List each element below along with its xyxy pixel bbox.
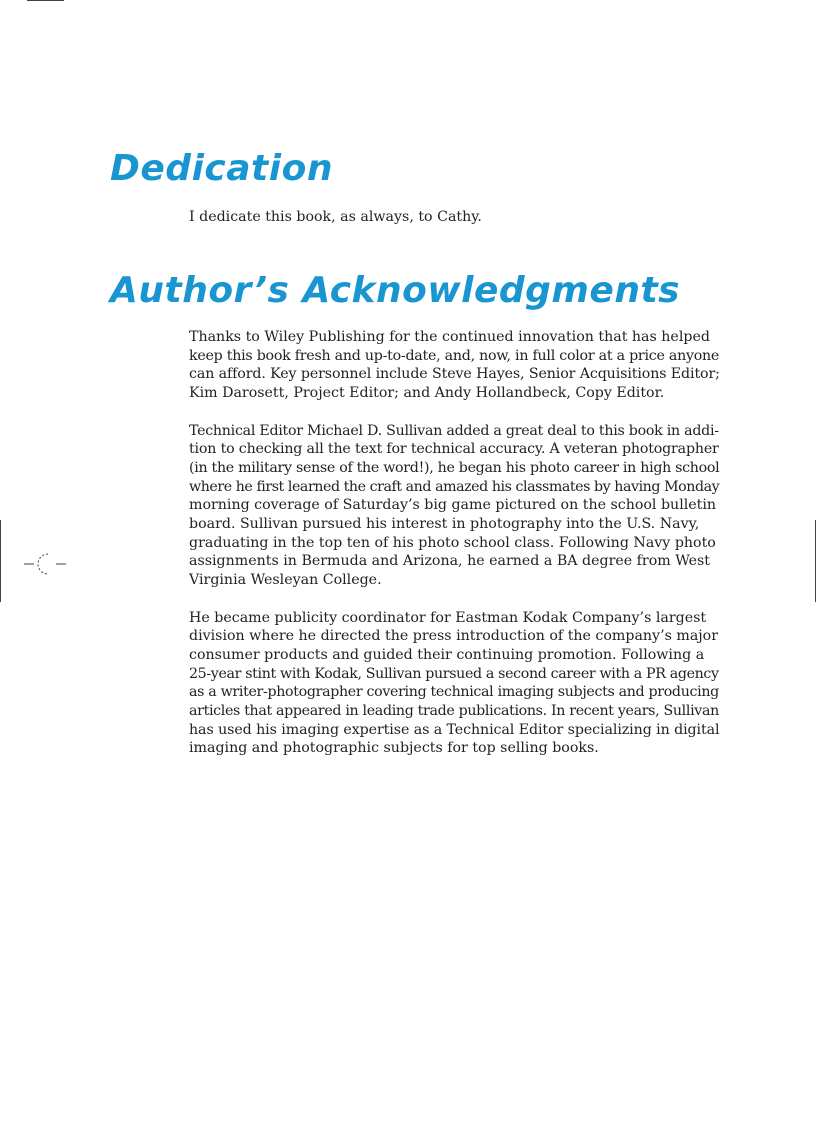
crop-mark-left — [0, 520, 1, 602]
text-line: (in the military sense of the word!), he began his photo career in high school — [189, 459, 720, 476]
text-line: Kim Darosett, Project Editor; and Andy Hollandbeck, Copy Editor. — [189, 385, 665, 402]
crop-mark-top — [27, 0, 64, 1]
text-line: He became publicity coordinator for Eastman Kodak Company’s largest — [189, 609, 707, 626]
text-line: board. Sullivan pursued his interest in photography into the U.S. Navy, — [189, 516, 700, 533]
text-line: division where he directed the press introduction of the company’s major — [189, 628, 719, 645]
text-line: 25-year stint with Kodak, Sullivan pursued a second career with a PR agency — [189, 665, 719, 682]
text-line: tion to checking all the text for technical accuracy. A veteran photographer — [189, 441, 719, 458]
text-line: consumer products and guided their continuing promotion. Following a — [189, 646, 705, 663]
acknowledgments-heading: Author’s Acknowledgments — [110, 270, 681, 311]
acknowledgments-paragraph-2 — [189, 422, 719, 590]
text-line: graduating in the top ten of his photo school class. Following Navy photo — [189, 534, 716, 551]
text-line: as a writer-photographer covering technical imaging subjects and producing — [189, 684, 719, 701]
acknowledgments-paragraph-1 — [189, 328, 719, 403]
text-line: where he first learned the craft and amazed his classmates by having Monday — [189, 478, 720, 495]
text-line: morning coverage of Saturday’s big game pictured on the school bulletin — [189, 497, 717, 514]
text-line: keep this book fresh and up-to-date, and, now, in full color at a price anyone — [189, 347, 720, 364]
dedication-text — [189, 208, 719, 227]
registration-mark-icon — [24, 550, 66, 578]
text-line: has used his imaging expertise as a Technical Editor specializing in digital — [189, 721, 720, 738]
text-line: Thanks to Wiley Publishing for the continued innovation that has helped — [189, 329, 710, 345]
text-line: imaging and photographic subjects for top selling books. — [189, 740, 599, 757]
dedication-line: I dedicate this book, as always, to Cathy. — [189, 209, 482, 225]
text-line: Technical Editor Michael D. Sullivan added a great deal to this book in addi- — [189, 422, 719, 439]
text-line: articles that appeared in leading trade publications. In recent years, Sullivan — [189, 703, 719, 720]
dedication-heading: Dedication — [110, 148, 333, 189]
acknowledgments-paragraph-3 — [189, 609, 719, 759]
text-line: assignments in Bermuda and Arizona, he earned a BA degree from West — [189, 553, 711, 570]
text-line: Virginia Wesleyan College. — [189, 572, 382, 589]
text-line: can afford. Key personnel include Steve Hayes, Senior Acquisitions Editor; — [189, 366, 720, 383]
acknowledgments-body — [189, 328, 719, 777]
